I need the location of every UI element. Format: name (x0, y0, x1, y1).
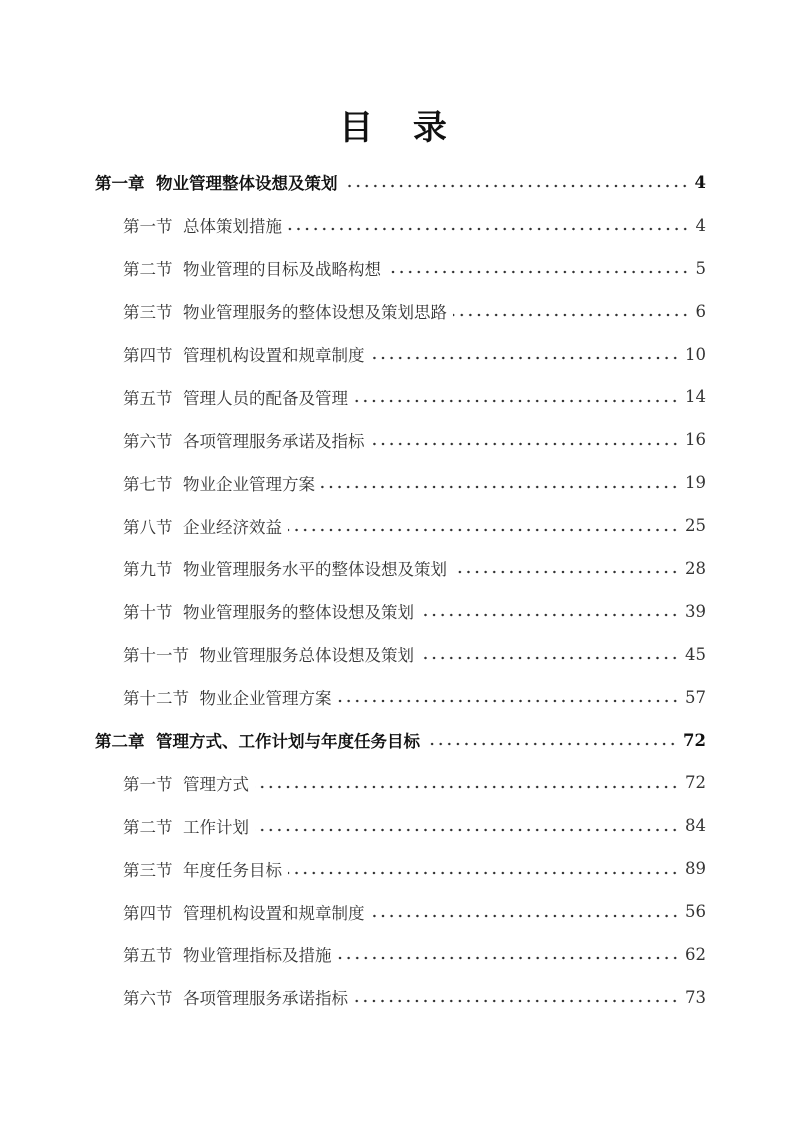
toc-page-number: 4 (694, 172, 706, 192)
toc-entry-label: 第六节 各项管理服务承诺指标 (123, 989, 348, 1009)
toc-page-number: 73 (685, 987, 706, 1007)
toc-page-number: 5 (695, 258, 706, 278)
toc-entry-label: 第二节 物业管理的目标及战略构想 (123, 260, 381, 280)
page-title: 目 录 (339, 108, 461, 148)
toc-entry-label: 第四节 管理机构设置和规章制度 (123, 903, 365, 923)
dot-leader (288, 871, 679, 875)
toc-section-entry[interactable] (0, 204, 800, 247)
dot-leader (453, 570, 679, 574)
toc-section-entry[interactable] (0, 976, 800, 1019)
toc-entry-label: 第十二节 物业企业管理方案 (123, 689, 332, 709)
toc-page-number: 56 (685, 902, 706, 922)
toc-entry-label: 第二章 管理方式、工作计划与年度任务目标 (95, 732, 420, 752)
dot-leader (354, 399, 679, 403)
dot-leader (255, 828, 679, 832)
toc-page-number: 45 (685, 644, 706, 664)
toc-page-number: 39 (685, 601, 706, 621)
toc-section-entry[interactable] (0, 804, 800, 847)
toc-section-entry[interactable] (0, 590, 800, 633)
toc-page-number: 4 (695, 215, 706, 235)
toc-entry-label: 第十一节 物业管理服务总体设想及策划 (123, 646, 414, 666)
dot-leader (354, 999, 679, 1003)
toc-page-number: 19 (685, 473, 706, 493)
toc-section-entry[interactable] (0, 290, 800, 333)
toc-section-entry[interactable] (0, 247, 800, 290)
toc-entry-label: 第一节 总体策划措施 (123, 217, 282, 237)
toc-page-number: 16 (685, 430, 706, 450)
toc-entry-label: 第五节 管理人员的配备及管理 (123, 388, 348, 408)
toc-section-entry[interactable] (0, 461, 800, 504)
toc-entry-label: 第八节 企业经济效益 (123, 517, 282, 537)
toc-section-entry[interactable] (0, 547, 800, 590)
toc-chapter-entry[interactable] (0, 161, 800, 204)
dot-leader (387, 270, 690, 274)
toc-section-entry[interactable] (0, 847, 800, 890)
toc-entry-label: 第五节 物业管理指标及措施 (123, 946, 332, 966)
toc-section-entry[interactable] (0, 890, 800, 933)
dot-leader (338, 956, 680, 960)
toc-entry-label: 第九节 物业管理服务水平的整体设想及策划 (123, 560, 447, 580)
toc-section-entry[interactable] (0, 418, 800, 461)
toc-page-number: 62 (685, 944, 706, 964)
dot-leader (338, 699, 680, 703)
toc-page-number: 72 (685, 773, 706, 793)
dot-leader (426, 742, 677, 746)
toc-entry-label: 第十节 物业管理服务的整体设想及策划 (123, 603, 414, 623)
dot-leader (453, 313, 690, 317)
dot-leader (371, 356, 680, 360)
toc-section-entry[interactable] (0, 333, 800, 376)
toc-entry-label: 第六节 各项管理服务承诺及指标 (123, 431, 365, 451)
toc-entry-label: 第三节 年度任务目标 (123, 860, 282, 880)
dot-leader (255, 785, 679, 789)
dot-leader (288, 227, 690, 231)
toc-section-entry[interactable] (0, 504, 800, 547)
toc-page-number: 10 (685, 344, 706, 364)
toc-section-entry[interactable] (0, 633, 800, 676)
toc-page-number: 89 (685, 859, 706, 879)
toc-page-number: 72 (683, 730, 706, 750)
dot-leader (321, 485, 679, 489)
toc-page-number: 25 (685, 516, 706, 536)
toc-entry-label: 第七节 物业企业管理方案 (123, 474, 315, 494)
toc-page-number: 57 (685, 687, 706, 707)
toc-page-number: 84 (685, 816, 706, 836)
toc-entry-label: 第一章 物业管理整体设想及策划 (95, 174, 338, 194)
toc-section-entry[interactable] (0, 676, 800, 719)
toc-entry-label: 第三节 物业管理服务的整体设想及策划思路 (123, 303, 447, 323)
dot-leader (288, 528, 679, 532)
dot-leader (371, 442, 680, 446)
toc-entry-label: 第二节 工作计划 (123, 817, 249, 837)
toc-section-entry[interactable] (0, 761, 800, 804)
table-of-contents (0, 161, 800, 1019)
dot-leader (371, 914, 680, 918)
toc-page-number: 28 (685, 558, 706, 578)
toc-section-entry[interactable] (0, 375, 800, 418)
dot-leader (344, 184, 689, 188)
toc-chapter-entry[interactable] (0, 719, 800, 762)
toc-section-entry[interactable] (0, 933, 800, 976)
toc-entry-label: 第一节 管理方式 (123, 774, 249, 794)
toc-page-number: 14 (685, 387, 706, 407)
dot-leader (420, 613, 679, 617)
toc-entry-label: 第四节 管理机构设置和规章制度 (123, 346, 365, 365)
toc-page-number: 6 (695, 301, 706, 321)
dot-leader (420, 656, 679, 660)
